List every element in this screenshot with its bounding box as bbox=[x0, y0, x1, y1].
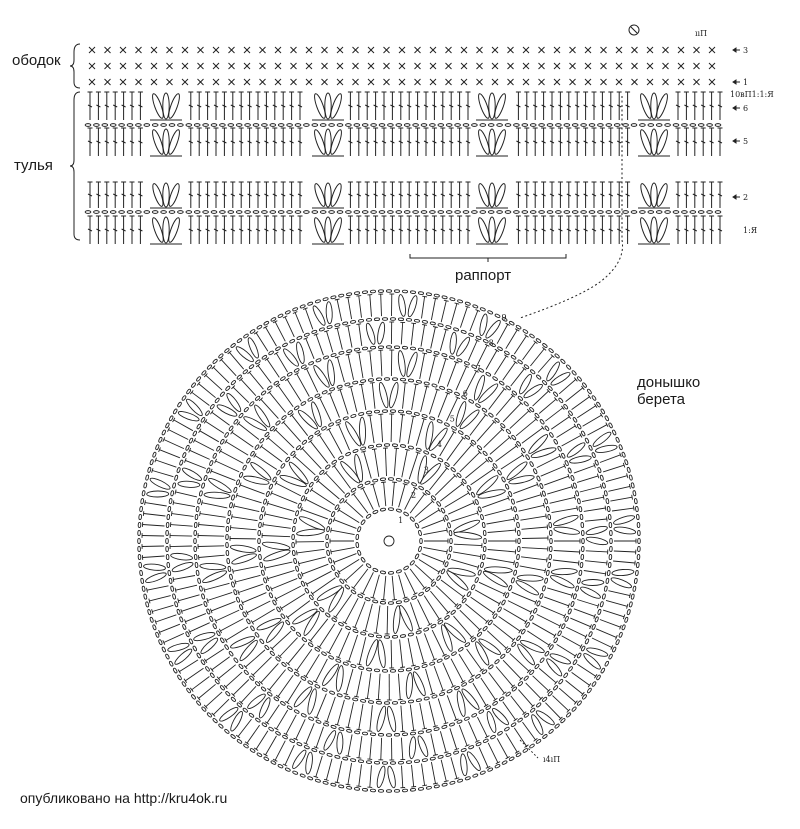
single-crochet-symbol bbox=[151, 79, 157, 85]
round-number: 6 bbox=[462, 389, 468, 399]
single-crochet-symbol bbox=[260, 63, 266, 69]
row-number: 2 bbox=[743, 193, 749, 202]
single-crochet-symbol bbox=[120, 47, 126, 53]
single-crochet-symbol bbox=[554, 79, 560, 85]
crown-row-4 bbox=[88, 216, 723, 244]
rim-bracket bbox=[70, 44, 80, 88]
single-crochet-symbol bbox=[632, 63, 638, 69]
single-crochet-symbol bbox=[430, 63, 436, 69]
round-number: 9 bbox=[501, 313, 507, 322]
single-crochet-symbol bbox=[601, 47, 607, 53]
single-crochet-symbol bbox=[694, 47, 700, 53]
single-crochet-symbol bbox=[229, 63, 235, 69]
single-crochet-symbol bbox=[492, 63, 498, 69]
single-crochet-symbol bbox=[322, 47, 328, 53]
single-crochet-symbol bbox=[198, 63, 204, 69]
single-crochet-symbol bbox=[694, 63, 700, 69]
single-crochet-symbol bbox=[151, 47, 157, 53]
round-stitch-band bbox=[262, 414, 516, 668]
single-crochet-symbol bbox=[461, 47, 467, 53]
single-crochet-symbol bbox=[508, 79, 514, 85]
single-crochet-symbol bbox=[182, 79, 188, 85]
single-crochet-symbol bbox=[616, 79, 622, 85]
round-chain-ring bbox=[356, 508, 423, 575]
single-crochet-symbol bbox=[678, 47, 684, 53]
single-crochet-symbol bbox=[198, 47, 204, 53]
single-crochet-symbol bbox=[384, 47, 390, 53]
crown-row-2 bbox=[88, 128, 723, 156]
beret-bottom-label-line1: донышко bbox=[637, 374, 701, 391]
round-stitch-band bbox=[296, 448, 482, 634]
single-crochet-symbol bbox=[213, 79, 219, 85]
single-crochet-symbol bbox=[368, 47, 374, 53]
single-crochet-symbol bbox=[430, 79, 436, 85]
single-crochet-symbol bbox=[368, 79, 374, 85]
single-crochet-symbol bbox=[570, 79, 576, 85]
single-crochet-symbol bbox=[260, 47, 266, 53]
single-crochet-symbol bbox=[554, 47, 560, 53]
single-crochet-symbol bbox=[415, 47, 421, 53]
single-crochet-symbol bbox=[663, 79, 669, 85]
single-crochet-symbol bbox=[353, 47, 359, 53]
single-crochet-symbol bbox=[477, 63, 483, 69]
round-chart bbox=[138, 290, 641, 793]
single-crochet-symbol bbox=[291, 63, 297, 69]
bottom-pointer-line bbox=[520, 740, 538, 758]
single-crochet-symbol bbox=[151, 63, 157, 69]
row-number: 3 bbox=[743, 46, 749, 55]
single-crochet-symbol bbox=[430, 47, 436, 53]
single-crochet-symbol bbox=[337, 47, 343, 53]
round-number: 8 bbox=[488, 338, 494, 348]
round-chain-ring bbox=[292, 444, 487, 639]
single-crochet-symbol bbox=[663, 47, 669, 53]
single-crochet-symbol bbox=[167, 79, 173, 85]
single-crochet-symbol bbox=[244, 79, 250, 85]
center-ring-icon bbox=[384, 536, 394, 546]
row-marker-arrow bbox=[733, 139, 740, 143]
single-crochet-symbol bbox=[415, 63, 421, 69]
crown-row-1 bbox=[85, 92, 722, 126]
single-crochet-symbol bbox=[306, 63, 312, 69]
single-crochet-symbol bbox=[446, 47, 452, 53]
single-crochet-symbol bbox=[632, 79, 638, 85]
single-crochet-symbol bbox=[306, 47, 312, 53]
single-crochet-symbol bbox=[663, 63, 669, 69]
single-crochet-symbol bbox=[244, 47, 250, 53]
round-number: 1 bbox=[398, 516, 404, 526]
single-crochet-symbol bbox=[585, 47, 591, 53]
single-crochet-symbol bbox=[89, 47, 95, 53]
single-crochet-symbol bbox=[213, 63, 219, 69]
single-crochet-symbol bbox=[229, 47, 235, 53]
repeat-bracket bbox=[410, 254, 566, 258]
single-crochet-symbol bbox=[244, 63, 250, 69]
single-crochet-symbol bbox=[616, 47, 622, 53]
single-crochet-symbol bbox=[291, 47, 297, 53]
crown-label: тулья bbox=[14, 157, 53, 174]
single-crochet-symbol bbox=[260, 79, 266, 85]
single-crochet-symbol bbox=[105, 79, 111, 85]
single-crochet-symbol bbox=[678, 63, 684, 69]
single-crochet-symbol bbox=[508, 47, 514, 53]
single-crochet-symbol bbox=[539, 47, 545, 53]
crown-bracket bbox=[70, 92, 80, 240]
single-crochet-symbol bbox=[585, 63, 591, 69]
single-crochet-symbol bbox=[337, 79, 343, 85]
beret-bottom-label-line2: берета bbox=[637, 391, 685, 408]
single-crochet-symbol bbox=[368, 63, 374, 69]
single-crochet-symbol bbox=[306, 79, 312, 85]
single-crochet-symbol bbox=[384, 63, 390, 69]
single-crochet-symbol bbox=[601, 79, 607, 85]
single-crochet-symbol bbox=[647, 79, 653, 85]
single-crochet-symbol bbox=[353, 63, 359, 69]
single-crochet-symbol bbox=[167, 47, 173, 53]
row-marker-arrow bbox=[733, 106, 740, 110]
single-crochet-symbol bbox=[322, 63, 328, 69]
round-number: 7 bbox=[475, 363, 481, 373]
single-crochet-symbol bbox=[120, 63, 126, 69]
single-crochet-symbol bbox=[399, 63, 405, 69]
single-crochet-symbol bbox=[399, 47, 405, 53]
single-crochet-symbol bbox=[198, 79, 204, 85]
row-number: 1 bbox=[743, 78, 749, 87]
single-crochet-symbol bbox=[291, 79, 297, 85]
single-crochet-symbol bbox=[492, 79, 498, 85]
single-crochet-symbol bbox=[709, 79, 715, 85]
round-number: 4 bbox=[436, 440, 442, 449]
single-crochet-symbol bbox=[709, 47, 715, 53]
footer-credit: опубликовано на http://kru4ok.ru bbox=[20, 790, 228, 806]
start-marker-icon-line bbox=[631, 27, 637, 33]
row-marker-arrow bbox=[733, 48, 740, 52]
row-number: 5 bbox=[743, 137, 749, 146]
top-right-mark: ııП bbox=[695, 29, 708, 38]
single-crochet-symbol bbox=[523, 47, 529, 53]
single-crochet-symbol bbox=[647, 63, 653, 69]
single-crochet-symbol bbox=[136, 47, 142, 53]
round-number: 2 bbox=[411, 490, 417, 500]
single-crochet-symbol bbox=[709, 63, 715, 69]
row-marker-arrow bbox=[733, 80, 740, 84]
single-crochet-symbol bbox=[322, 79, 328, 85]
single-crochet-symbol bbox=[446, 63, 452, 69]
single-crochet-symbol bbox=[585, 79, 591, 85]
round-number: 3 bbox=[423, 465, 429, 475]
single-crochet-symbol bbox=[446, 79, 452, 85]
single-crochet-symbol bbox=[508, 63, 514, 69]
single-crochet-symbol bbox=[275, 47, 281, 53]
single-crochet-symbol bbox=[477, 47, 483, 53]
single-crochet-symbol bbox=[415, 79, 421, 85]
single-crochet-symbol bbox=[539, 79, 545, 85]
rectangular-chart bbox=[70, 25, 740, 318]
single-crochet-symbol bbox=[601, 63, 607, 69]
crown-row-3 bbox=[85, 182, 722, 213]
single-crochet-symbol bbox=[492, 47, 498, 53]
single-crochet-symbol bbox=[120, 79, 126, 85]
rim-label: ободок bbox=[12, 52, 61, 69]
bottom-end-mark: ı4ıП bbox=[543, 755, 561, 764]
single-crochet-symbol bbox=[89, 63, 95, 69]
single-crochet-symbol bbox=[182, 47, 188, 53]
crown-end-mark: 1:Я bbox=[743, 226, 758, 235]
single-crochet-symbol bbox=[275, 63, 281, 69]
single-crochet-symbol bbox=[105, 47, 111, 53]
single-crochet-symbol bbox=[89, 79, 95, 85]
single-crochet-symbol bbox=[182, 63, 188, 69]
crown-start-mark: 10вП1:1:Я bbox=[730, 90, 774, 99]
round-number: 5 bbox=[449, 414, 455, 424]
repeat-label: раппорт bbox=[455, 267, 512, 284]
single-crochet-symbol bbox=[570, 63, 576, 69]
single-crochet-symbol bbox=[694, 79, 700, 85]
single-crochet-symbol bbox=[616, 63, 622, 69]
single-crochet-symbol bbox=[384, 79, 390, 85]
single-crochet-symbol bbox=[229, 79, 235, 85]
single-crochet-symbol bbox=[570, 47, 576, 53]
single-crochet-symbol bbox=[678, 79, 684, 85]
single-crochet-symbol bbox=[539, 63, 545, 69]
round-chain-ring bbox=[258, 410, 521, 673]
single-crochet-symbol bbox=[105, 63, 111, 69]
single-crochet-symbol bbox=[523, 63, 529, 69]
single-crochet-symbol bbox=[461, 63, 467, 69]
row-marker-arrow bbox=[733, 195, 740, 199]
single-crochet-symbol bbox=[477, 79, 483, 85]
round-stitch-band bbox=[330, 482, 448, 600]
single-crochet-symbol bbox=[275, 79, 281, 85]
single-crochet-symbol bbox=[353, 79, 359, 85]
single-crochet-symbol bbox=[647, 47, 653, 53]
single-crochet-symbol bbox=[632, 47, 638, 53]
single-crochet-symbol bbox=[213, 47, 219, 53]
single-crochet-symbol bbox=[399, 79, 405, 85]
single-crochet-symbol bbox=[461, 79, 467, 85]
single-crochet-symbol bbox=[337, 63, 343, 69]
single-crochet-symbol bbox=[136, 63, 142, 69]
single-crochet-symbol bbox=[554, 63, 560, 69]
row-number: 6 bbox=[743, 104, 749, 113]
single-crochet-symbol bbox=[523, 79, 529, 85]
single-crochet-symbol bbox=[136, 79, 142, 85]
single-crochet-symbol bbox=[167, 63, 173, 69]
